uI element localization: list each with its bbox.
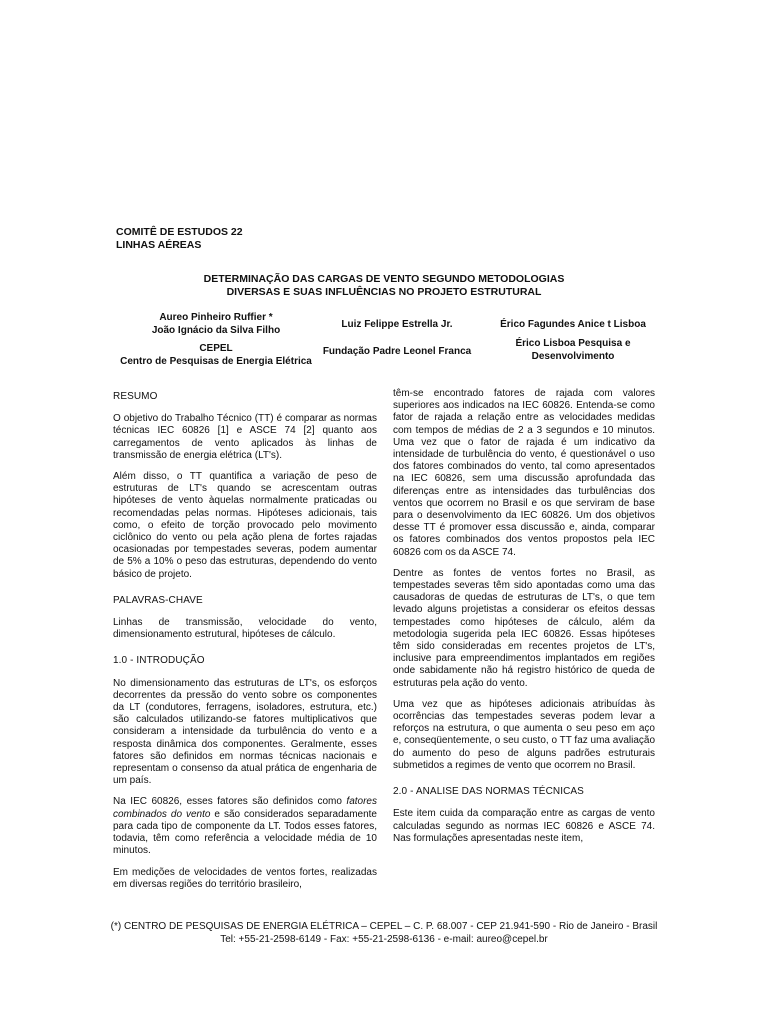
author-2-name: Luiz Felippe Estrella Jr. [341, 319, 453, 330]
resumo-heading: RESUMO [113, 391, 158, 402]
resumo-paragraph-2: Além disso, o TT quantifica a variação de peso de estruturas de LT's quando se acrescentam outras hipóteses de vento àquelas normalmente praticadas ou recomendadas pelas normas. Hipóteses adicionais, tais como, o efeito de torção provocado pelo movimento ciclônico do vento ou pela ação plena de fortes rajadas ocasionadas por tempestades severas, podem aumentar de 5% a 10% o peso das estruturas, dependendo do vento básico de projeto. [113, 471, 377, 580]
author-2-affiliation: Fundação Padre Leonel Franca [322, 346, 472, 357]
footer-contact: Tel: +55-21-2598-6149 - Fax: +55-21-2598-6136 - e-mail: aureo@cepel.br [220, 933, 548, 945]
keywords-text: Linhas de transmissão, velocidade do vento, dimensionamento estrutural, hipóteses de cálculo. [113, 617, 377, 641]
intro-p2-emphasis: fatores combinados do vento [113, 796, 377, 820]
page-footer [60, 921, 708, 946]
committee-heading [116, 226, 243, 252]
keywords-heading: PALAVRAS-CHAVE [113, 594, 203, 606]
right-paragraph-1: têm-se encontrado fatores de rajada com valores superiores aos indicados na IEC 60826. Entenda-se como fator de rajada a relação entre as velocidades medidas com tempos de médias de 2 a 3 segundos e 10 minutos. Uma vez que o fator de rajada é um indicativo da intensidade de turbulência do vento, é questionável o uso dos fatores combinados do vento, tal como apresentados na IEC 60826, sem uma discussão aprofundada das diferenças entre as intensidades das turbulências dos ventos que ocorrem no Brasil e os que serviram de base para o desenvolvimento da IEC 60826. Um dos objetivos desse TT é promover essa discussão e, ainda, comparar os fatores combinados dos ventos propostos pela IEC 60826 com os da ASCE 74. [393, 388, 655, 558]
title-line-1: DETERMINAÇÃO DAS CARGAS DE VENTO SEGUNDO METODOLOGIAS [203, 273, 565, 285]
author-1-names [112, 311, 320, 337]
paper-title [116, 273, 652, 299]
intro-paragraph-3: Em medições de velocidades de ventos fortes, realizadas em diversas regiões do território brasileiro, [113, 866, 377, 890]
right-paragraph-4: Este item cuida da comparação entre as cargas de vento calculadas segundo as normas IEC 60826 e ASCE 74. Nas formulações apresentadas neste item, [393, 808, 655, 844]
intro-p2-start: Na IEC 60826, esses fatores são definidos como [113, 796, 347, 808]
author-1-name: Aureo Pinheiro Ruffier * [159, 312, 273, 323]
committee-subject: LINHAS AÉREAS [116, 239, 202, 251]
resumo-paragraph-1: O objetivo do Trabalho Técnico (TT) é comparar as normas técnicas IEC 60826 [1] e ASCE 74 [2] quanto aos carregamentos de vento aplicados às linhas de transmissão de energia elétrica (LT's). [113, 413, 377, 461]
intro-p2-end: e são considerados separadamente para cada tipo de componente da LT. Todos esses fatores, todavia, têm como referência a velocidade média de 10 minutos. [113, 808, 377, 857]
intro-heading: 1.0 - INTRODUÇÃO [113, 655, 205, 667]
left-column [113, 388, 377, 900]
author-3-org-line-2: Desenvolvimento [531, 351, 615, 362]
right-column [393, 388, 655, 854]
right-paragraph-2: Dentre as fontes de ventos fortes no Brasil, as tempestades severas têm sido apontadas como uma das causadoras de quedas de estruturas de LT's, o que tem levado alguns projetistas a considerar os efeitos dessas tempestades como hipóteses de cálculo, além da metodologia sugerida pela IEC 60826. Essas hipóteses têm sido consideradas em recentes projetos de LT's, inclusive para empreendimentos implantados em regiões onde sabidamente não há registro histórico de queda de estruturas pela ação do vento. [393, 567, 655, 689]
author-3-org-line-1: Érico Lisboa Pesquisa e [515, 338, 631, 349]
right-paragraph-3: Uma vez que as hipóteses adicionais atribuídas às ocorrências das tempestades severas podem levar a reforços na estrutura, o que aumenta o seu peso em aço e, conseqüentemente, o seu custo, o TT faz uma avaliação do aumento do peso de alguns padrões estruturais submetidos a regimes de vento que ocorrem no Brasil. [393, 698, 656, 771]
title-line-2: DIVERSAS E SUAS INFLUÊNCIAS NO PROJETO ESTRUTURAL [226, 286, 542, 298]
section-2-heading: 2.0 - ANALISE DAS NORMAS TÉCNICAS [393, 786, 584, 798]
author-1-affiliation [112, 342, 320, 368]
footer-address: (*) CENTRO DE PESQUISAS DE ENERGIA ELÉTRICA – CEPEL – C. P. 68.007 - CEP 21.941-590 - Rio de Janeiro - Brasil [110, 921, 658, 932]
author-3-affiliation [486, 337, 660, 363]
author-1b-name: João Ignácio da Silva Filho [151, 325, 281, 336]
intro-paragraph-2 [113, 796, 377, 857]
intro-paragraph-1: No dimensionamento das estruturas de LT's, os esforços decorrentes da pressão do vento sobre os componentes da LT (condutores, ferragens, isoladores, estrutura, etc.) são calculados utilizando-se fatores multiplicativos que consideram a intensidade da turbulência do vento e a resposta dinâmica dos componentes. Geralmente, esses fatores são definidos em normas técnicas nacionais e representam o consenso da atual prática de engenharia de um país. [113, 677, 377, 787]
committee-name: COMITÊ DE ESTUDOS 22 [116, 226, 243, 238]
author-1-org-name: Centro de Pesquisas de Energia Elétrica [120, 356, 312, 367]
author-3-name: Érico Fagundes Anice t Lisboa [500, 319, 646, 330]
author-1-org-acronym: CEPEL [199, 343, 233, 354]
